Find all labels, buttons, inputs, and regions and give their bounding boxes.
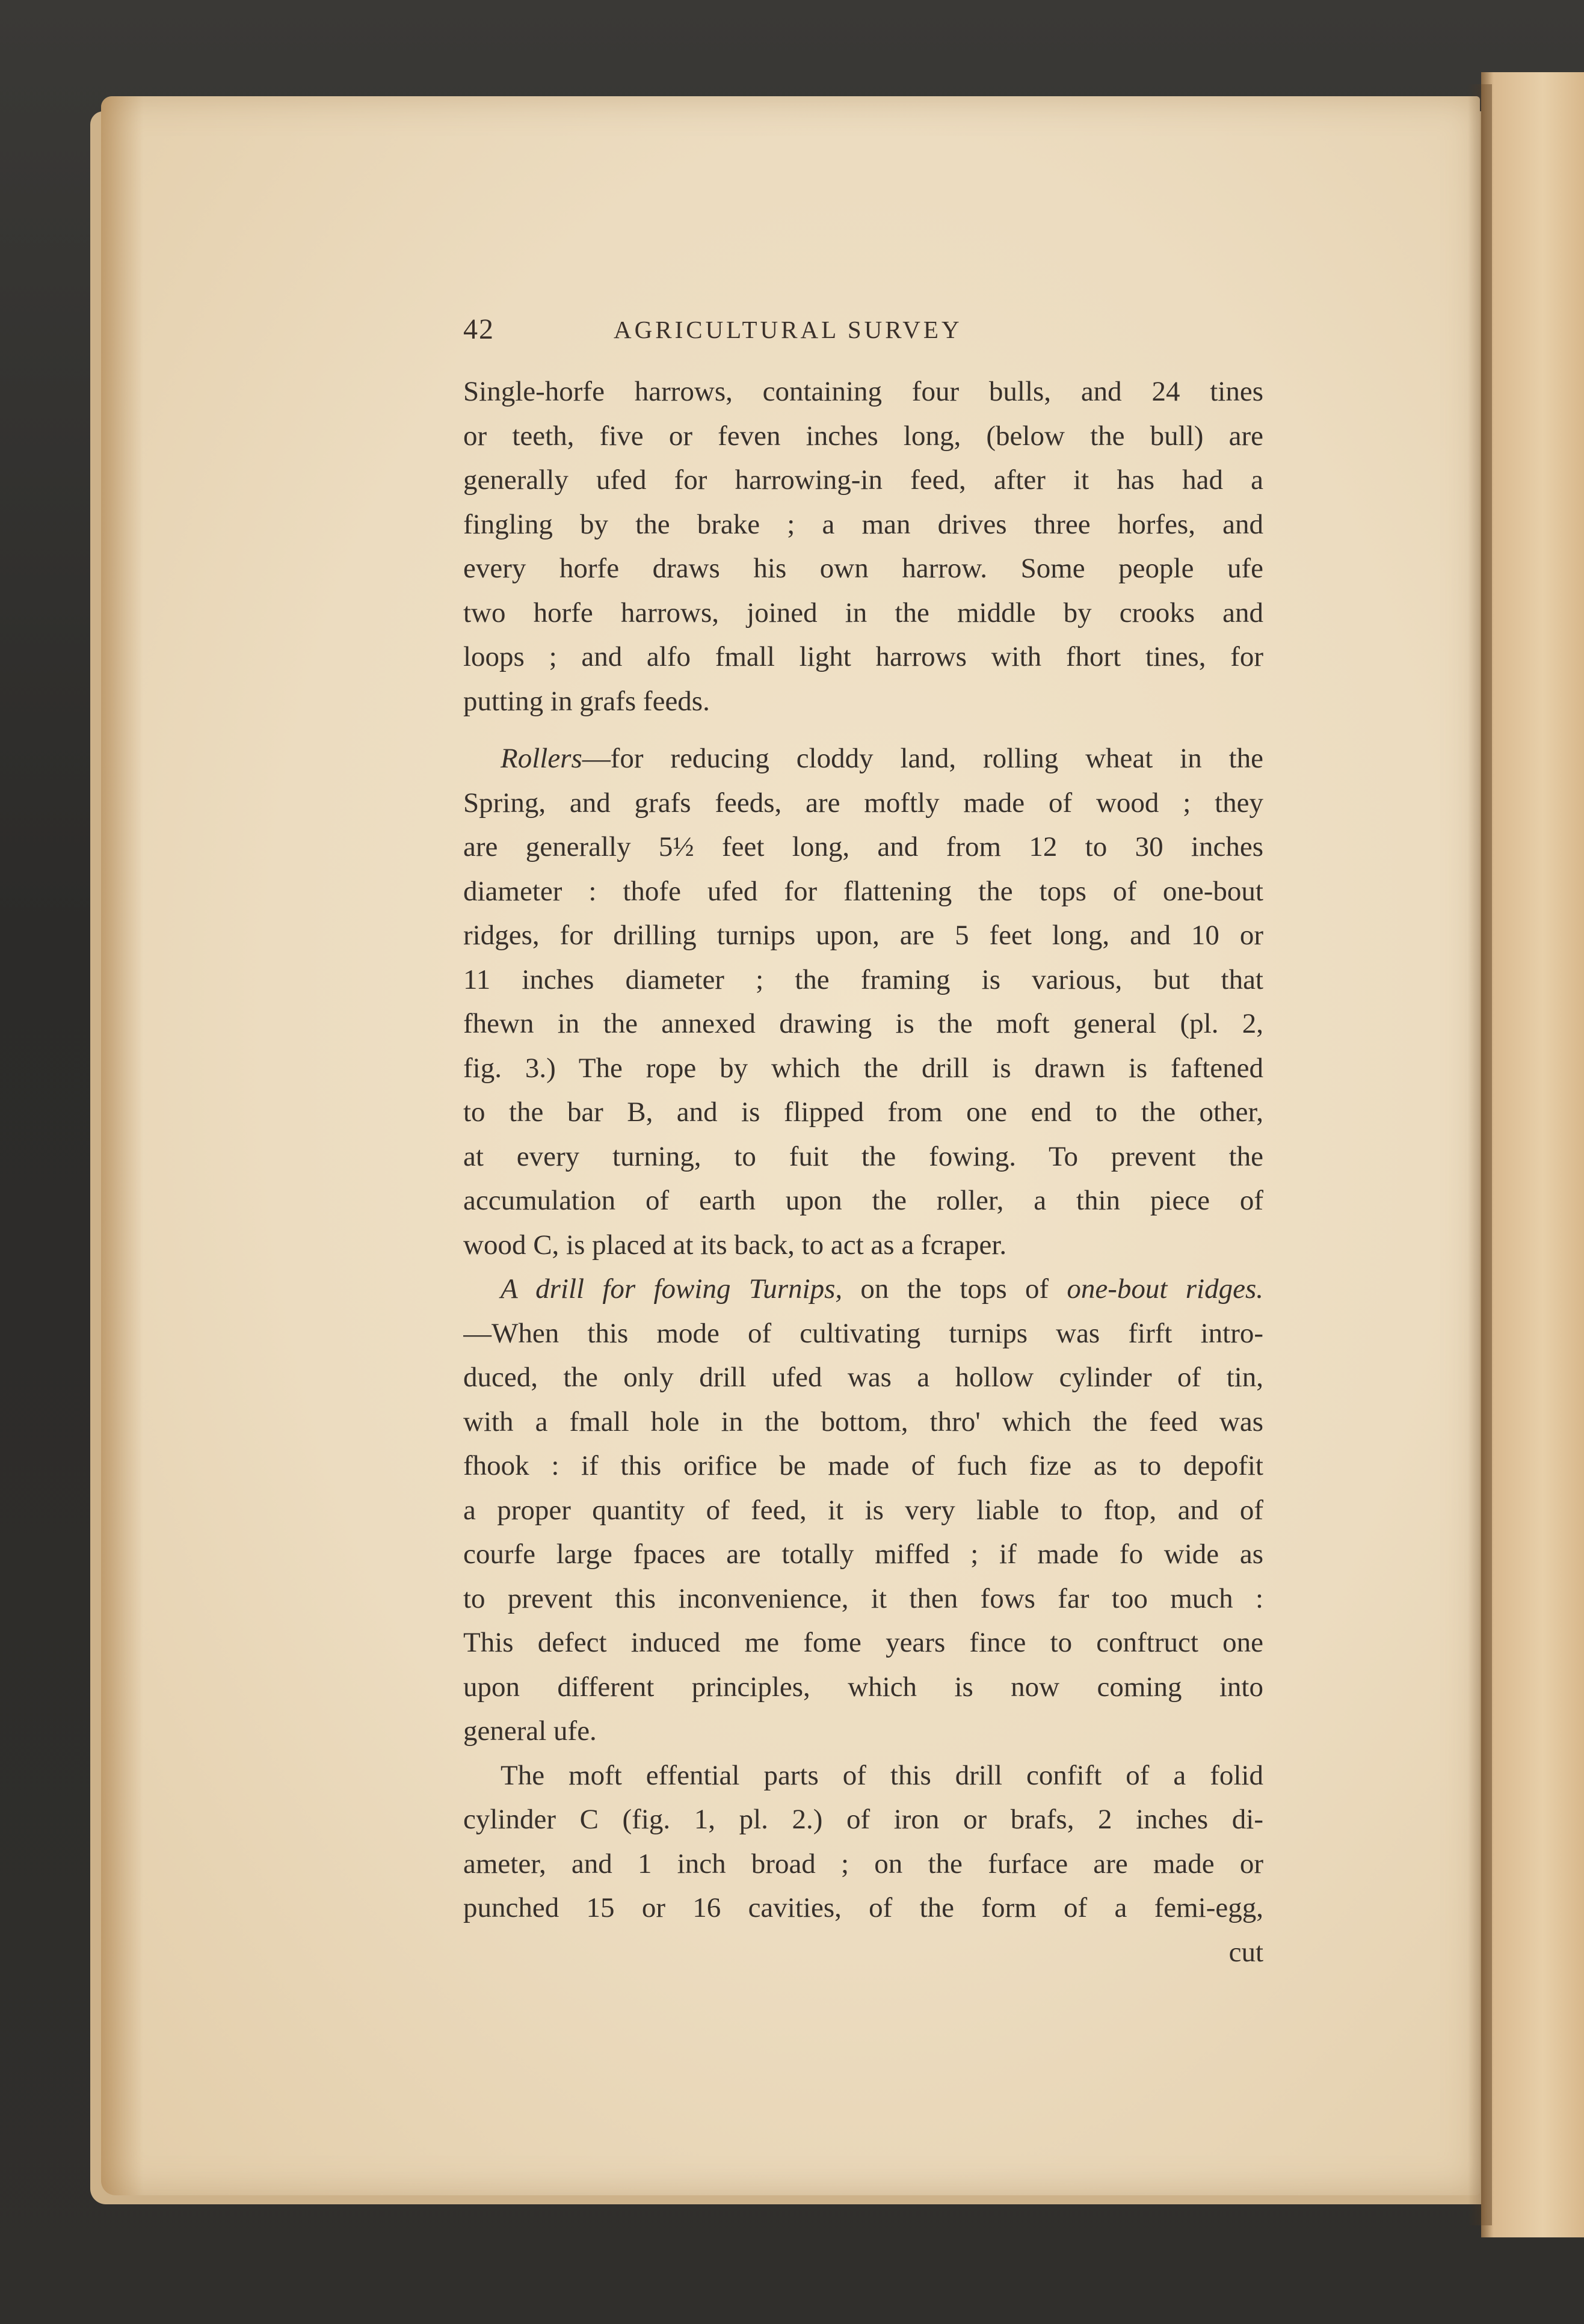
text-line: diameter : thofe ufed for flattening the tops of one-bout (463, 875, 1263, 907)
text-line (463, 1267, 1263, 1312)
text-line: punched 15 or 16 cavities, of the form of a femi-egg, (463, 1892, 1263, 1923)
text-line: duced, the only drill ufed was a hollow cylinder of tin, (463, 1362, 1263, 1393)
body-text (463, 370, 1263, 1975)
gutter-shadow (1468, 84, 1492, 2225)
line-text: on the tops of (842, 1273, 1067, 1305)
text-line: every horfe draws his own harrow. Some people ufe (463, 553, 1263, 584)
text-line: loops ; and alfo fmall light harrows with fhort tines, for (463, 641, 1263, 672)
text-line: are generally 5½ feet long, and from 12 to 30 inches (463, 831, 1263, 862)
text-line: fingling by the brake ; a man drives three horfes, and (463, 508, 1263, 540)
paragraph-gap (463, 724, 1263, 737)
facing-page-edge (1481, 72, 1584, 2237)
paragraph-drill-parts (463, 1754, 1263, 1931)
catchword: cut (1228, 1936, 1263, 1968)
text-line: This defect induced me fome years fince to conftruct one (463, 1627, 1263, 1658)
text-line: wood C, is placed at its back, to act as a fcraper. (463, 1229, 1007, 1261)
text-line: accumulation of earth upon the roller, a thin piece of (463, 1185, 1263, 1216)
text-line: Spring, and grafs feeds, are moftly made of wood ; they (463, 787, 1263, 819)
text-line: courfe large fpaces are totally miffed ; if made fo wide as (463, 1539, 1263, 1570)
text-line: ridges, for drilling turnips upon, are 5 feet long, and 10 or (463, 920, 1263, 951)
italic-heading-drill: A drill for fowing Turnips, (501, 1273, 843, 1305)
page-header (463, 313, 1257, 355)
text-line: with a fmall hole in the bottom, thro' which the feed was (463, 1406, 1263, 1437)
text-line: or teeth, five or feven inches long, (below the bull) are (463, 420, 1263, 452)
paragraph-rollers (463, 737, 1263, 1267)
text-line: fig. 3.) The rope by which the drill is drawn is faftened (463, 1052, 1263, 1084)
text-line: Single-horfe harrows, containing four bulls, and 24 tines (463, 376, 1263, 407)
text-line: generally ufed for harrowing-in feed, after it has had a (463, 464, 1263, 496)
text-line: ameter, and 1 inch broad ; on the furface are made or (463, 1848, 1263, 1880)
text-line: to prevent this inconvenience, it then fows far too much : (463, 1582, 1263, 1614)
text-line: fhook : if this orifice be made of fuch fize as to depofit (463, 1450, 1263, 1481)
paragraph-turnip-drill (463, 1267, 1263, 1754)
text-line: putting in grafs feeds. (463, 685, 710, 717)
text-line: general ufe. (463, 1715, 597, 1747)
text-line: at every turning, to fuit the fowing. To prevent the (463, 1140, 1263, 1172)
text-line: a proper quantity of feed, it is very liable to ftop, and of (463, 1494, 1263, 1526)
text-line: two horfe harrows, joined in the middle by crooks and (463, 597, 1263, 629)
text-line: to the bar B, and is flipped from one end to the other, (463, 1096, 1263, 1128)
text-line: cylinder C (fig. 1, pl. 2.) of iron or brafs, 2 inches di- (463, 1804, 1263, 1835)
italic-heading-ridges: one-bout ridges. (1067, 1273, 1263, 1305)
text-line: 11 inches diameter ; the framing is various, but that (463, 964, 1263, 995)
text-line: The moft effential parts of this drill confift of a folid (501, 1759, 1263, 1791)
line-text: —for reducing cloddy land, rolling wheat in the (582, 743, 1263, 774)
running-head: AGRICULTURAL SURVEY (614, 316, 963, 343)
page-number: 42 (463, 313, 495, 345)
text-line: upon different principles, which is now coming into (463, 1671, 1263, 1703)
italic-heading-rollers: Rollers (501, 743, 582, 774)
paragraph-harrows (463, 370, 1263, 724)
text-line: fhewn in the annexed drawing is the moft general (pl. 2, (463, 1008, 1263, 1039)
text-line: —When this mode of cultivating turnips was firft intro- (463, 1317, 1263, 1349)
text-line (463, 737, 1263, 781)
